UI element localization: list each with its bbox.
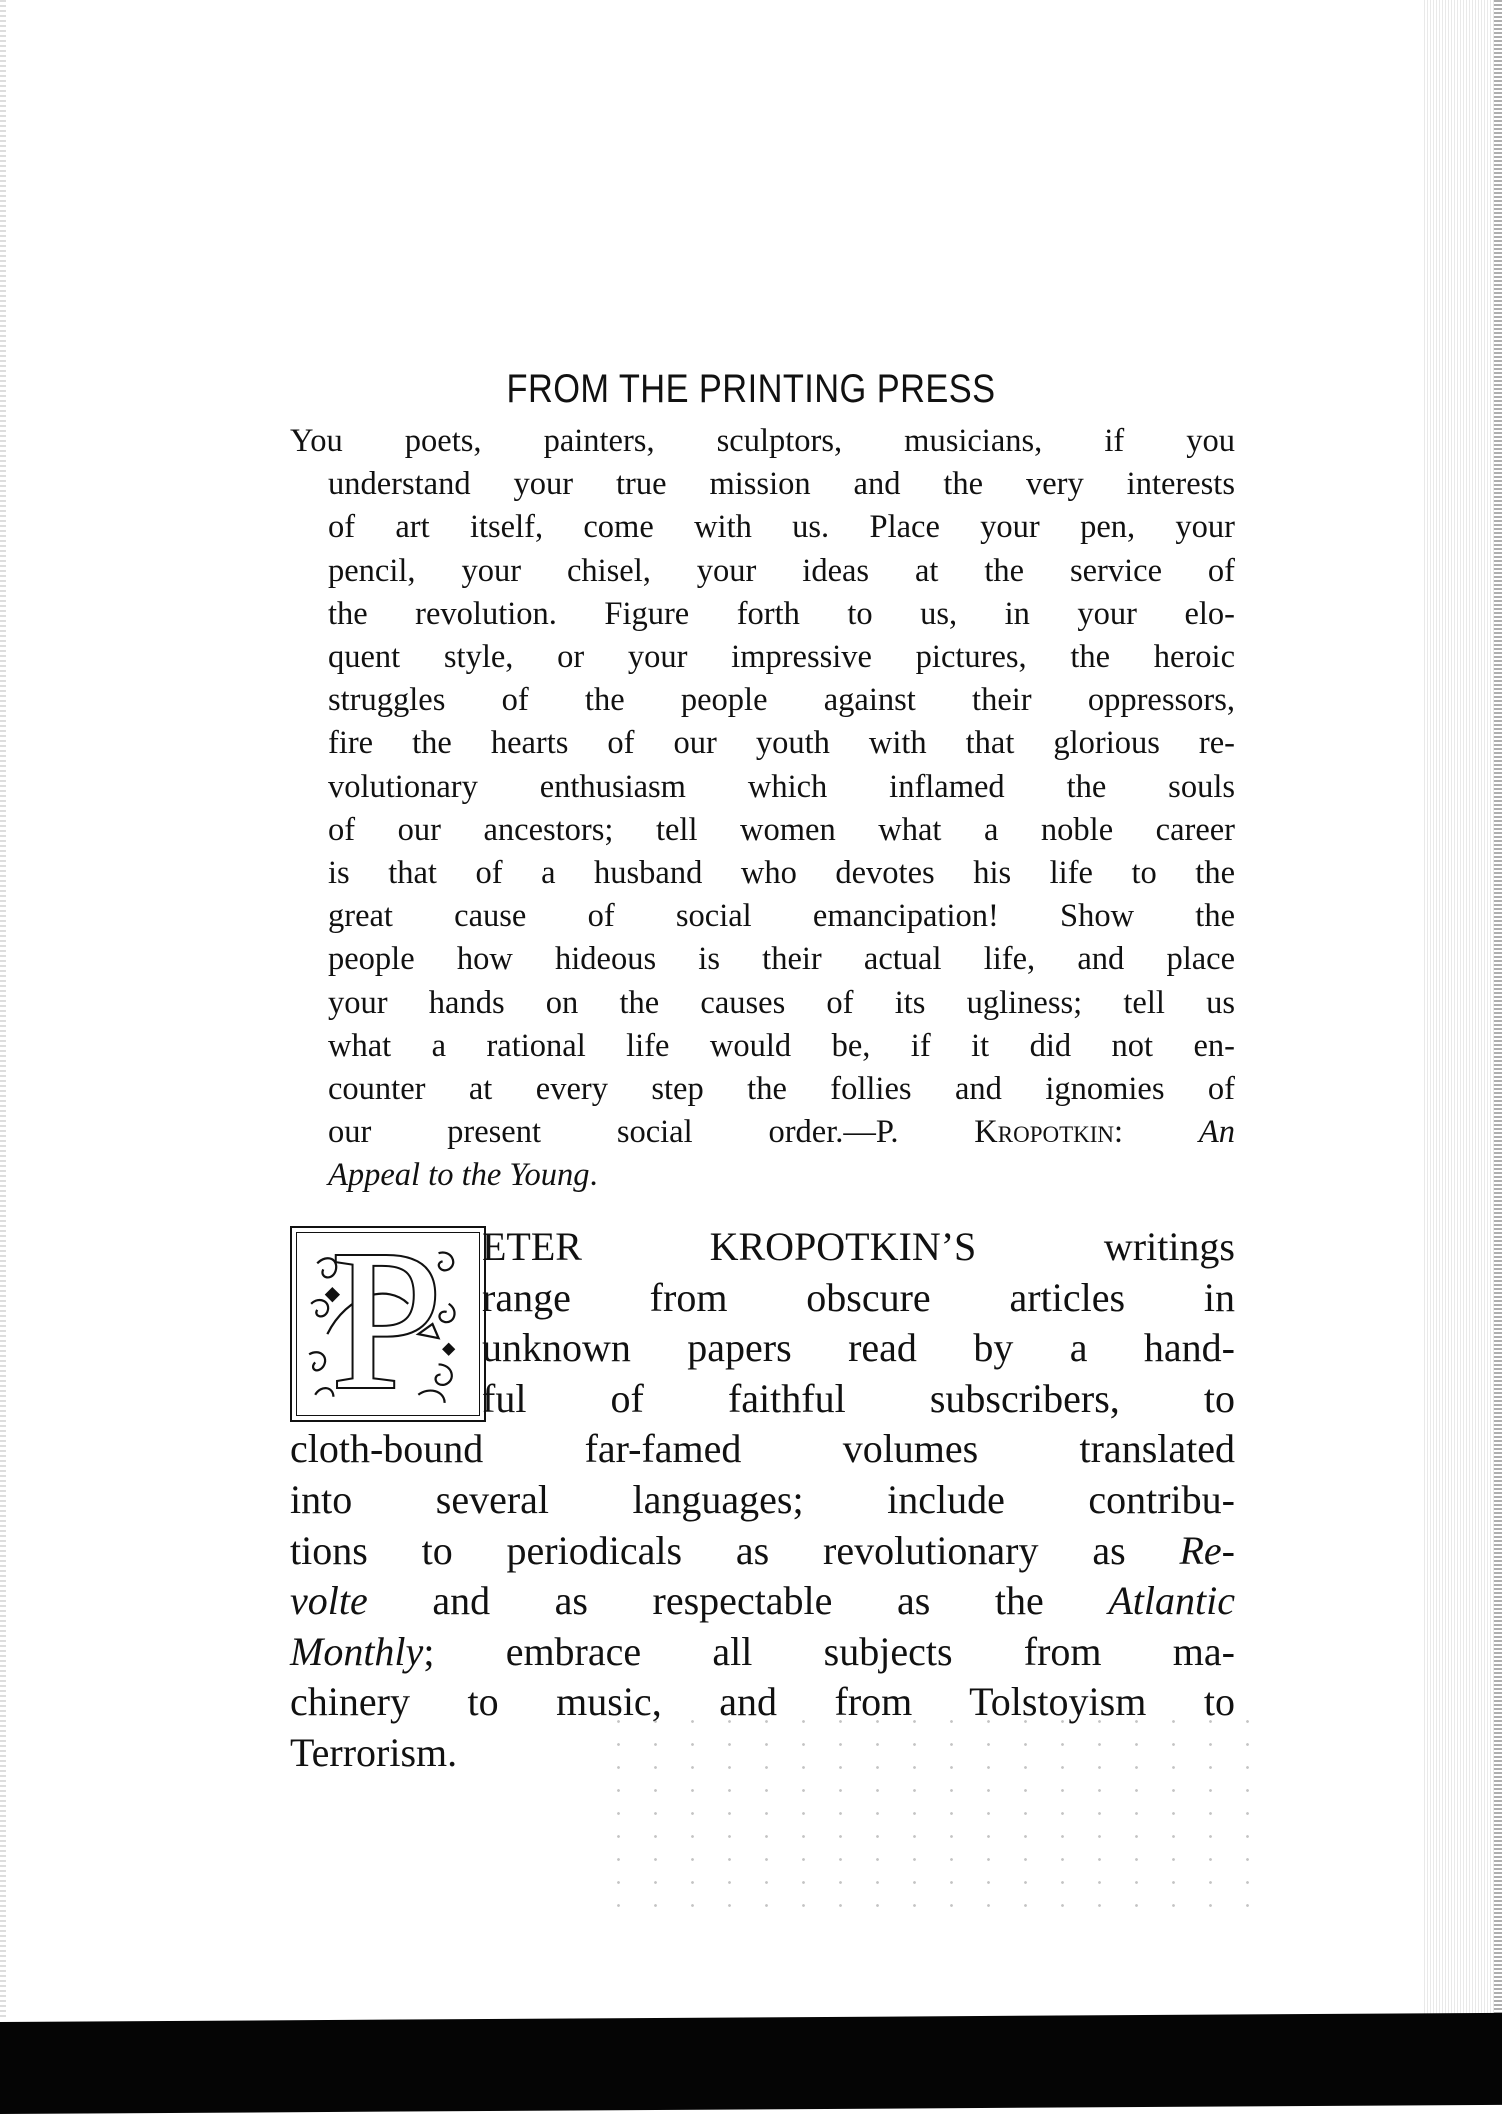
page-edge-left <box>0 0 6 2020</box>
attribution-title-part1: An <box>1198 1114 1236 1151</box>
epigraph-line: what a rational life would be, if it did not en- <box>328 1027 1235 1064</box>
periodical-revolte-part1: Re- <box>1179 1527 1235 1573</box>
epigraph-line: of art itself, come with us. Place your pen, your <box>328 509 1235 546</box>
epigraph-line: quent style, or your impressive pictures, the heroic <box>328 639 1235 676</box>
periodical-revolte-part2: volte <box>290 1578 368 1624</box>
attribution-title-part2: Appeal to the Young <box>328 1157 590 1194</box>
body-text <box>290 1210 1235 1779</box>
page-edge-right <box>1422 0 1502 2020</box>
periodical-monthly: Monthly <box>290 1628 424 1674</box>
body-line <box>290 1627 1235 1678</box>
attribution-colon: : <box>1114 1114 1124 1151</box>
scan-bottom-band <box>0 2013 1502 2114</box>
body-line <box>290 1576 1235 1627</box>
epigraph-line: fire the hearts of our youth with that glorious re- <box>328 725 1235 762</box>
body-line: ful of faithful subscribers, to <box>482 1375 1235 1421</box>
epigraph-line: of our ancestors; tell women what a noble career <box>328 811 1235 848</box>
epigraph-line: You poets, painters, sculptors, musicians, if you <box>290 423 1235 459</box>
body-line <box>290 1526 1235 1577</box>
epigraph-attribution-line <box>290 1154 1235 1197</box>
body-line: ETER KROPOTKIN’S writings <box>482 1224 1235 1269</box>
epigraph-line: struggles of the people against their oppressors, <box>328 682 1235 719</box>
epigraph-line: your hands on the causes of its ugliness; tell us <box>328 984 1235 1021</box>
epigraph-line: the revolution. Figure forth to us, in your elo- <box>328 595 1235 632</box>
epigraph-line: volutionary enthusiasm which inflamed the souls <box>328 768 1235 805</box>
page-title: FROM THE PRINTING PRESS <box>506 366 996 411</box>
body-line-text: ; embrace all subjects from ma- <box>423 1628 1235 1674</box>
attribution-prefix: our present social order.—P. <box>328 1114 899 1151</box>
body-line: range from obscure articles in <box>482 1274 1235 1320</box>
body-line: Terrorism. <box>290 1729 458 1775</box>
epigraph-line: people how hideous is their actual life, and place <box>328 941 1235 978</box>
epigraph-line: great cause of social emancipation! Show the <box>328 898 1235 935</box>
body-line: cloth-bound far-famed volumes translated <box>290 1426 1235 1472</box>
body-line-text: and as respectable as the <box>432 1578 1044 1624</box>
epigraph-line: counter at every step the follies and ignomies of <box>328 1071 1235 1108</box>
epigraph <box>290 420 1235 1198</box>
body-line: chinery to music, and from Tolstoyism to <box>290 1679 1235 1725</box>
drop-cap-letter: P <box>331 1210 443 1431</box>
epigraph-attribution-line <box>290 1111 1235 1154</box>
attribution-end: . <box>589 1157 598 1194</box>
body-line: unknown papers read by a hand- <box>482 1325 1235 1371</box>
epigraph-line: understand your true mission and the very interests <box>328 466 1235 503</box>
periodical-atlantic: Atlantic <box>1108 1578 1235 1624</box>
body-line: into several languages; include contribu- <box>290 1476 1235 1522</box>
epigraph-line: is that of a husband who devotes his life to the <box>328 855 1235 892</box>
attribution-author: Kropotkin <box>974 1114 1115 1151</box>
epigraph-line: pencil, your chisel, your ideas at the service of <box>328 552 1235 589</box>
body-line-text: tions to periodicals as revolutionary as <box>290 1527 1126 1573</box>
print-speckles <box>600 1710 1280 1910</box>
